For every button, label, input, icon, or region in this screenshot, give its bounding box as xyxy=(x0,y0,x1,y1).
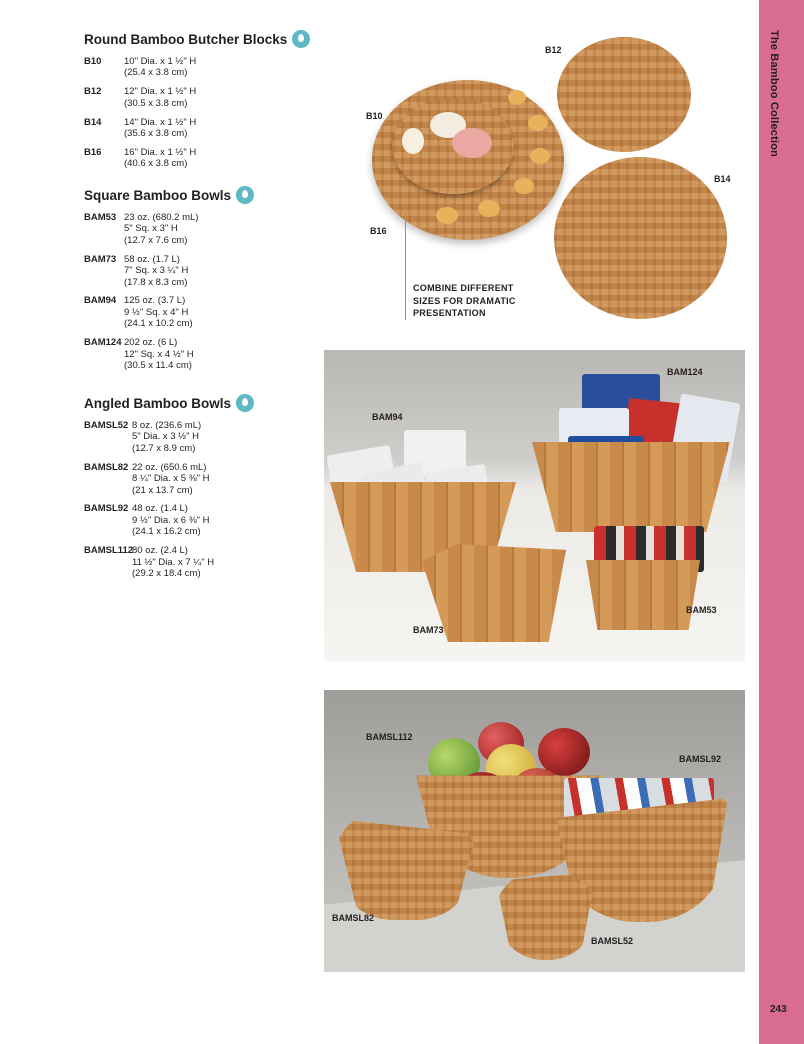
list-item xyxy=(84,254,314,288)
label-bam94: BAM94 xyxy=(372,412,403,422)
item-spec: (30.5 x 11.4 cm) xyxy=(124,359,192,371)
item-spec: 48 oz. (1.4 L) xyxy=(132,503,188,515)
label-bamsl82: BAMSL82 xyxy=(332,913,375,923)
label-b12: B12 xyxy=(545,45,562,55)
bowl-bam73-image xyxy=(422,544,566,642)
list-item xyxy=(84,295,314,329)
item-code: B14 xyxy=(84,116,102,128)
item-spec: 11 ½" Dia. x 7 ¼" H xyxy=(132,556,215,568)
item-code: B16 xyxy=(84,146,102,158)
cracker-icon xyxy=(478,200,500,217)
item-spec: 9 ½" Dia. x 6 ⅜" H xyxy=(132,514,210,526)
section-round-butcher-blocks xyxy=(84,30,314,177)
item-spec: 80 oz. (2.4 L) xyxy=(132,545,188,557)
dishwasher-safe-icon xyxy=(292,30,310,48)
item-spec: (21 x 13.7 cm) xyxy=(132,484,193,496)
list-item xyxy=(84,117,314,140)
bowl-bam124-image xyxy=(532,442,730,532)
label-bam124: BAM124 xyxy=(667,367,703,377)
list-item xyxy=(84,545,314,579)
board-b14-image xyxy=(554,157,727,319)
section-square-bowls xyxy=(84,186,314,379)
list-item xyxy=(84,503,314,537)
dishwasher-safe-icon xyxy=(236,186,254,204)
prosciutto-icon xyxy=(452,128,492,158)
item-spec: 8 oz. (236.6 mL) xyxy=(132,420,202,431)
item-spec: 5" Sq. x 3" H xyxy=(124,223,178,235)
item-spec: 58 oz. (1.7 L) xyxy=(124,253,180,265)
item-spec: (17.8 x 8.3 cm) xyxy=(124,276,188,288)
item-spec: (40.6 x 3.8 cm) xyxy=(124,158,188,170)
item-code: BAMSL82 xyxy=(84,461,129,473)
item-spec: 23 oz. (680.2 mL) xyxy=(124,212,199,223)
list-item xyxy=(84,147,314,170)
item-code: BAM124 xyxy=(84,337,122,349)
side-tab xyxy=(759,0,804,1044)
list-item xyxy=(84,56,314,79)
item-spec: 7" Sq. x 3 ¼" H xyxy=(124,265,189,277)
leader-line xyxy=(405,212,406,320)
item-spec: (12.7 x 7.6 cm) xyxy=(124,234,188,246)
item-spec: 10" Dia. x 1 ½" H xyxy=(124,56,197,67)
square-bowls-photo xyxy=(324,350,745,661)
item-spec: (35.6 x 3.8 cm) xyxy=(124,128,188,140)
item-spec: 12" Dia. x 1 ½" H xyxy=(124,86,197,98)
item-spec: (24.1 x 10.2 cm) xyxy=(124,318,193,330)
side-tab-title: The Bamboo Collection xyxy=(768,30,780,158)
section-angled-bowls xyxy=(84,394,314,587)
item-code: B12 xyxy=(84,86,102,98)
list-item xyxy=(84,86,314,109)
section-title: Square Bamboo Bowls xyxy=(84,187,232,203)
label-bamsl52: BAMSL52 xyxy=(591,936,634,946)
list-item xyxy=(84,337,314,371)
item-code: BAM94 xyxy=(84,295,117,307)
cracker-icon xyxy=(436,207,458,224)
list-item xyxy=(84,462,314,496)
label-bam53: BAM53 xyxy=(686,605,717,615)
dishwasher-safe-icon xyxy=(236,394,254,412)
cracker-icon xyxy=(508,90,526,105)
item-spec: 202 oz. (6 L) xyxy=(124,337,178,349)
label-b16: B16 xyxy=(370,226,387,236)
item-spec: 125 oz. (3.7 L) xyxy=(124,295,186,307)
callout-text: COMBINE DIFFERENT SIZES FOR DRAMATIC PRESENTATION xyxy=(413,283,516,318)
item-spec: (29.2 x 18.4 cm) xyxy=(132,567,201,579)
item-code: BAM53 xyxy=(84,212,117,223)
item-spec: 9 ½" Sq. x 4" H xyxy=(124,306,189,318)
bowl-bamsl52-image xyxy=(496,872,596,960)
item-spec: 5" Dia. x 3 ½" H xyxy=(132,431,199,443)
item-code: BAMSL52 xyxy=(84,420,129,431)
item-spec: (24.1 x 16.2 cm) xyxy=(132,526,201,538)
item-spec: 14" Dia. x 1 ½" H xyxy=(124,116,197,128)
item-spec: (25.4 x 3.8 cm) xyxy=(124,67,188,79)
cracker-icon xyxy=(514,178,534,194)
bowl-bam53-image xyxy=(586,560,700,630)
item-spec: 8 ¼" Dia. x 5 ⅜" H xyxy=(132,473,210,485)
label-bamsl112: BAMSL112 xyxy=(366,732,413,742)
section-title: Round Bamboo Butcher Blocks xyxy=(84,31,288,47)
section-title: Angled Bamboo Bowls xyxy=(84,395,232,411)
item-spec: 22 oz. (650.6 mL) xyxy=(132,461,207,473)
label-b10: B10 xyxy=(366,111,383,121)
apple-slice-icon xyxy=(402,128,424,154)
item-code: BAMSL92 xyxy=(84,503,129,515)
page-number: 243 xyxy=(770,1004,787,1015)
cracker-icon xyxy=(528,115,548,131)
item-code: BAMSL112 xyxy=(84,545,134,557)
item-spec: 12" Sq. x 4 ½" H xyxy=(124,348,194,360)
item-code: BAM73 xyxy=(84,253,117,265)
item-spec: 16" Dia. x 1 ½" H xyxy=(124,146,197,158)
label-bamsl92: BAMSL92 xyxy=(679,754,722,764)
item-spec: (30.5 x 3.8 cm) xyxy=(124,97,188,109)
item-spec: (12.7 x 8.9 cm) xyxy=(132,442,196,454)
cracker-icon xyxy=(530,148,550,164)
label-bam73: BAM73 xyxy=(413,625,444,635)
board-b12-image xyxy=(557,37,691,152)
list-item xyxy=(84,420,314,454)
item-code: B10 xyxy=(84,56,102,67)
list-item xyxy=(84,212,314,246)
label-b14: B14 xyxy=(714,174,731,184)
